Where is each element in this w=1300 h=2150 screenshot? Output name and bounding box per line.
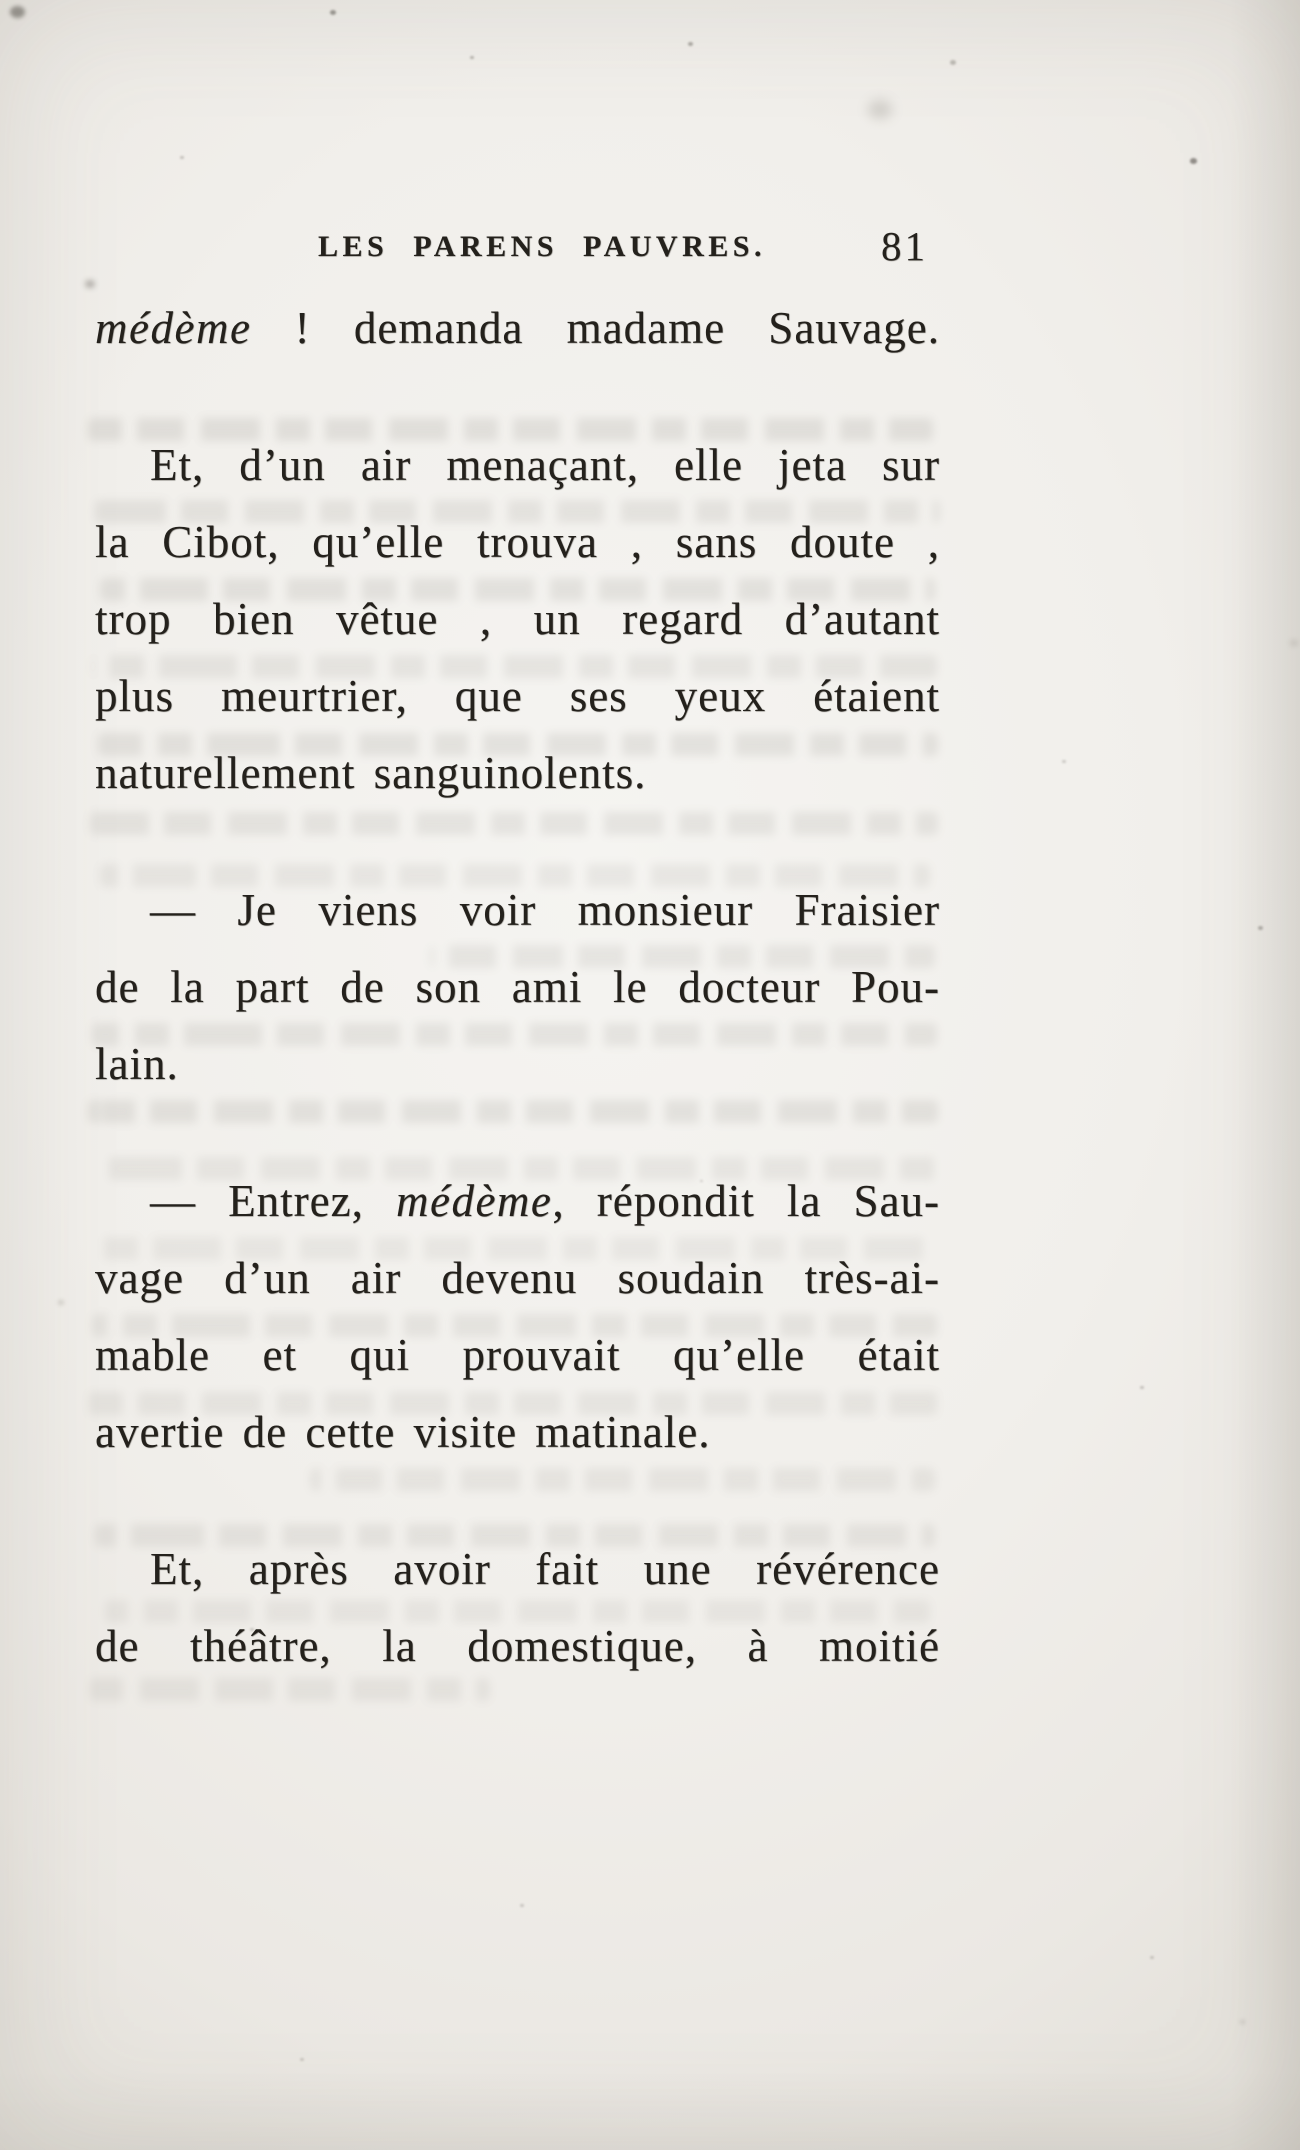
text-segment: Et, après avoir fait une révérence (150, 1544, 940, 1594)
text-segment: — Entrez, (150, 1176, 396, 1226)
text-segment: Et, d’un air menaçant, elle jeta sur (150, 440, 940, 490)
text-line (95, 658, 940, 735)
text-line (95, 290, 940, 367)
paper-speck (10, 6, 25, 18)
page-number: 81 (881, 223, 928, 269)
text-line (95, 1608, 940, 1685)
paper-speck (85, 280, 95, 288)
text-line (95, 1394, 940, 1471)
text-segment: , répondit la Sau- (552, 1176, 940, 1226)
italic-text-segment: médème (95, 303, 252, 353)
text-line (95, 427, 940, 504)
italic-text-segment: médème (395, 1176, 553, 1226)
paper-speck (950, 60, 956, 65)
text-segment: la Cibot, qu’elle trouva , sans doute , (95, 517, 940, 567)
paragraph (95, 427, 940, 812)
text-line (95, 581, 940, 658)
text-segment: mable et qui prouvait qu’elle était (95, 1330, 940, 1380)
text-segment: avertie de cette visite matinale. (95, 1407, 711, 1457)
text-column (95, 290, 940, 1745)
paper-speck (1190, 158, 1197, 164)
text-line (95, 1026, 940, 1103)
page-edge-shadow-right (1230, 0, 1300, 2150)
text-segment: de la part de son ami le docteur Pou- (95, 962, 940, 1012)
paragraph (95, 1163, 940, 1471)
text-segment: plus meurtrier, que ses yeux étaient (95, 671, 940, 721)
text-segment: ! demanda madame Sauvage. (251, 303, 940, 353)
paper-speck (868, 100, 892, 119)
text-line (95, 1240, 940, 1317)
paper-speck (330, 10, 336, 15)
text-segment: naturellement sanguinolents. (95, 748, 647, 798)
text-line (95, 735, 940, 812)
paragraph (95, 1531, 940, 1685)
paragraph (95, 290, 940, 367)
paper-speck (1258, 926, 1263, 930)
text-segment: vage d’un air devenu soudain très-ai- (95, 1253, 940, 1303)
text-line (95, 1163, 940, 1240)
text-segment: de théâtre, la domestique, à moitié (95, 1621, 940, 1671)
text-segment: — Je viens voir monsieur Fraisier (150, 885, 940, 935)
page-edge-shadow-bottom (0, 2070, 1300, 2150)
text-line (95, 872, 940, 949)
text-line (95, 504, 940, 581)
paper-speck (58, 1300, 64, 1305)
running-title: LES PARENS PAUVRES. (318, 230, 766, 263)
paper-speck (1240, 2020, 1245, 2024)
paper-speck (688, 42, 693, 46)
paragraph (95, 872, 940, 1103)
text-line (95, 1531, 940, 1608)
text-segment: trop bien vêtue , un regard d’autant (95, 594, 940, 644)
text-line (95, 949, 940, 1026)
text-segment: lain. (95, 1039, 179, 1089)
text-line (95, 1317, 940, 1394)
